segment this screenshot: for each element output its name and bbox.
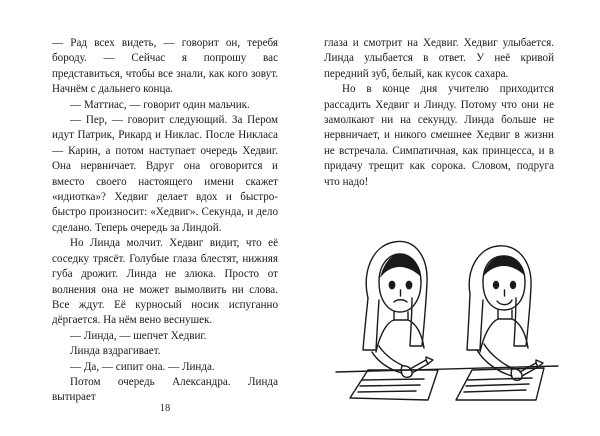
desk-and-papers xyxy=(336,366,558,400)
paragraph: — Да, — сипит она. — Линда. xyxy=(70,360,215,373)
paragraph: Потом очередь Александра. Линда вытирает xyxy=(52,375,278,404)
page-number: 18 xyxy=(159,403,171,414)
paragraph: — Рад всех видеть, — говорит он, теребя бороду. — Сейчас я попрошу вас представиться, чтобы все знали, как кого зовут. Начнём с дальнего конца. xyxy=(52,37,278,96)
paragraph: Линда вздрагивает. xyxy=(70,345,161,358)
right-page xyxy=(300,0,600,436)
paragraph: — Маттиас, — говорит один мальчик. xyxy=(70,98,250,111)
right-page-body xyxy=(324,36,554,190)
right-girl-figure xyxy=(467,246,543,380)
paragraph: глаза и смотрит на Хедвиг. Хедвиг улыбается. Линда улыбается в ответ. У неё кривой передний зуб, белый, как кусок сахара. xyxy=(324,37,554,80)
paragraph: — Линда, — шепчет Хедвиг. xyxy=(70,329,207,342)
paragraph: Но Линда молчит. Хедвиг видит, что её соседку трясёт. Голубые глаза блестят, нижняя губа дрожит. Линда не злюка. Просто от волнения она не может вымолвить ни слова. Все ждут. Её курносый носик испуганно дёргается. На нём вено веснушек. xyxy=(52,237,278,327)
left-girl-figure xyxy=(363,241,433,377)
illustration xyxy=(324,220,570,410)
paragraph: Но в конце дня учителю приходится рассадить Хедвиг и Линду. Потому что они не замолкают ни на секунду. Линда больше не нервничает, и никого смешнее Хедвиг в жизни не встречала. Симпатичная, как принцесса, и в придачу трещит как сорока. Словом, подруга что надо! xyxy=(324,83,554,188)
left-page-body xyxy=(52,36,278,406)
paragraph: — Пер, — говорит следующий. За Пером идут Патрик, Рикард и Никлас. После Никласа — Карин, а потом наступает очередь Хедвиг. Она нервничает. Вдруг она оговорится и вместо своего настоящего имени скажет «идиотка»? Хедвиг делает вдох и быстро-быстро произносит: «Хедвиг». Секунда, и дело сделано. Теперь очередь за Линдой. xyxy=(52,114,278,234)
